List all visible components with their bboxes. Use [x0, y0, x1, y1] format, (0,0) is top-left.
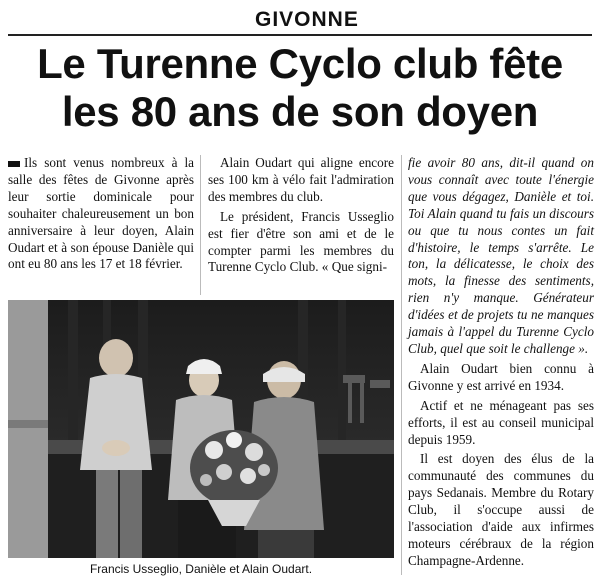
section-rule: [8, 34, 592, 36]
paragraph-6: Il est doyen des élus de la communauté des communes du pays Sedanais. Membre du Rotary Club, il s'occupe aussi de l'association d'aide aux infirmes moteurs cérébraux de la région Champagne-Ardenne.: [408, 451, 594, 568]
paragraph-1: [8, 155, 194, 273]
headline: [0, 40, 600, 136]
column-separator: [200, 155, 201, 295]
photo-caption: Francis Usseglio, Danièle et Alain Oudart.: [89, 562, 313, 576]
article-column-2: [208, 155, 394, 276]
bullet-marker: [8, 161, 20, 167]
section-title: GIVONNE: [255, 8, 359, 31]
photo-illustration: [8, 300, 394, 558]
quote-paragraph: fie avoir 80 ans, dit-il quand on vous connaît avec toute l'énergie que vous dégagez, Danièle et toi. Toi Alain quand tu fais un discours ou que tu nous contes un fait d'histoire, le temps s'arrête. Le ton, la délicatesse, le choix des mots, la finesse des sentiments, rien n'y manque. Générateur d'idées et de projets tu ne manques jamais à l'appel du Turenne Cyclo Club, quel que soit le challenge ».: [408, 155, 594, 356]
paragraph-1-text: Ils sont venus nombreux à la salle des fêtes de Givonne après leur sortie dominicale pour souhaiter chaleureusement un bon anniversaire à leur doyen, Alain Oudart et à son épouse Danièle qui ont eu 80 ans les 17 et 18 février.: [8, 155, 194, 272]
article-column-3: [408, 155, 594, 570]
paragraph-4: Alain Oudart bien connu à Givonne y est arrivé en 1934.: [408, 360, 594, 393]
paragraph-3: Le président, Francis Usseglio est fier d'être son ami et de le compter parmi les membres du Turenne Cyclo Club. « Que signi-: [208, 208, 394, 275]
headline-line-2: les 80 ans de son doyen: [61, 88, 539, 135]
headline-line-1: Le Turenne Cyclo club fête: [37, 40, 563, 87]
article-photo: [8, 300, 394, 558]
paragraph-2: Alain Oudart qui aligne encore ses 100 km à vélo fait l'admiration des membres du club.: [208, 155, 394, 204]
paragraph-5: Actif et ne ménageant pas ses efforts, il est au conseil municipal depuis 1959.: [408, 397, 594, 447]
article-column-1: [8, 155, 194, 273]
column-separator: [401, 155, 402, 575]
